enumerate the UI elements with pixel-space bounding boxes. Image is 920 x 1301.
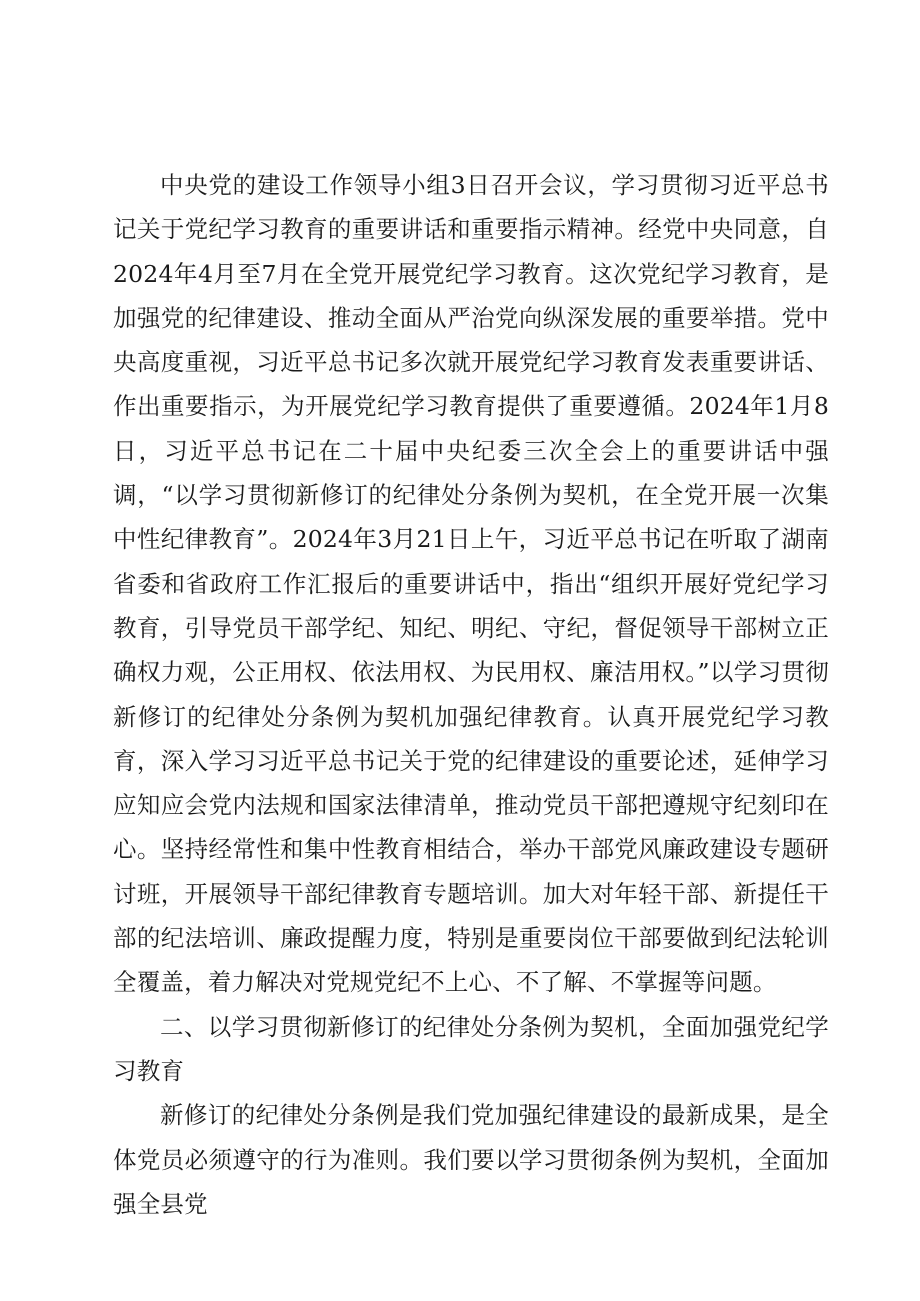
body-paragraph: 中央党的建设工作领导小组3日召开会议，学习贯彻习近平总书记关于党纪学习教育的重要讲话和重要指示精神。经党中央同意，自2024年4月至7月在全党开展党纪学习教育。这次党纪学习教育，是加强党的纪律建设、推动全面从严治党向纵深发展的重要举措。党中央高度重视，习近平总书记多次就开展党纪学习教育发表重要讲话、作出重要指示，为开展党纪学习教育提供了重要遵循。2024年1月8日，习近平总书记在二十届中央纪委三次全会上的重要讲话中强调，“以学习贯彻新修订的纪律处分条例为契机，在全党开展一次集中性纪律教育”。2024年3月21日上午，习近平总书记在听取了湖南省委和省政府工作汇报后的重要讲话中，指出“组织开展好党纪学习教育，引导党员干部学纪、知纪、明纪、守纪，督促领导干部树立正确权力观，公正用权、依法用权、为民用权、廉洁用权。”以学习贯彻新修订的纪律处分条例为契机加强纪律教育。认真开展党纪学习教育，深入学习习近平总书记关于党的纪律建设的重要论述，延伸学习应知应会党内法规和国家法律清单，推动党员干部把遵规守纪刻印在心。坚持经常性和集中性教育相结合，举办干部党风廉政建设专题研讨班，开展领导干部纪律教育专题培训。加大对年轻干部、新提任干部的纪法培训、廉政提醒力度，特别是重要岗位干部要做到纪法轮训全覆盖，着力解决对党规党纪不上心、不了解、不掌握等问题。 <box>113 171 829 997</box>
document-body <box>113 163 829 1226</box>
section-heading: 二、以学习贯彻新修订的纪律处分条例为契机，全面加强党纪学习教育 <box>113 1012 829 1085</box>
closing-paragraph: 新修订的纪律处分条例是我们党加强纪律建设的最新成果，是全体党员必须遵守的行为准则。我们要以学习贯彻条例为契机，全面加强全县党 <box>113 1101 829 1218</box>
